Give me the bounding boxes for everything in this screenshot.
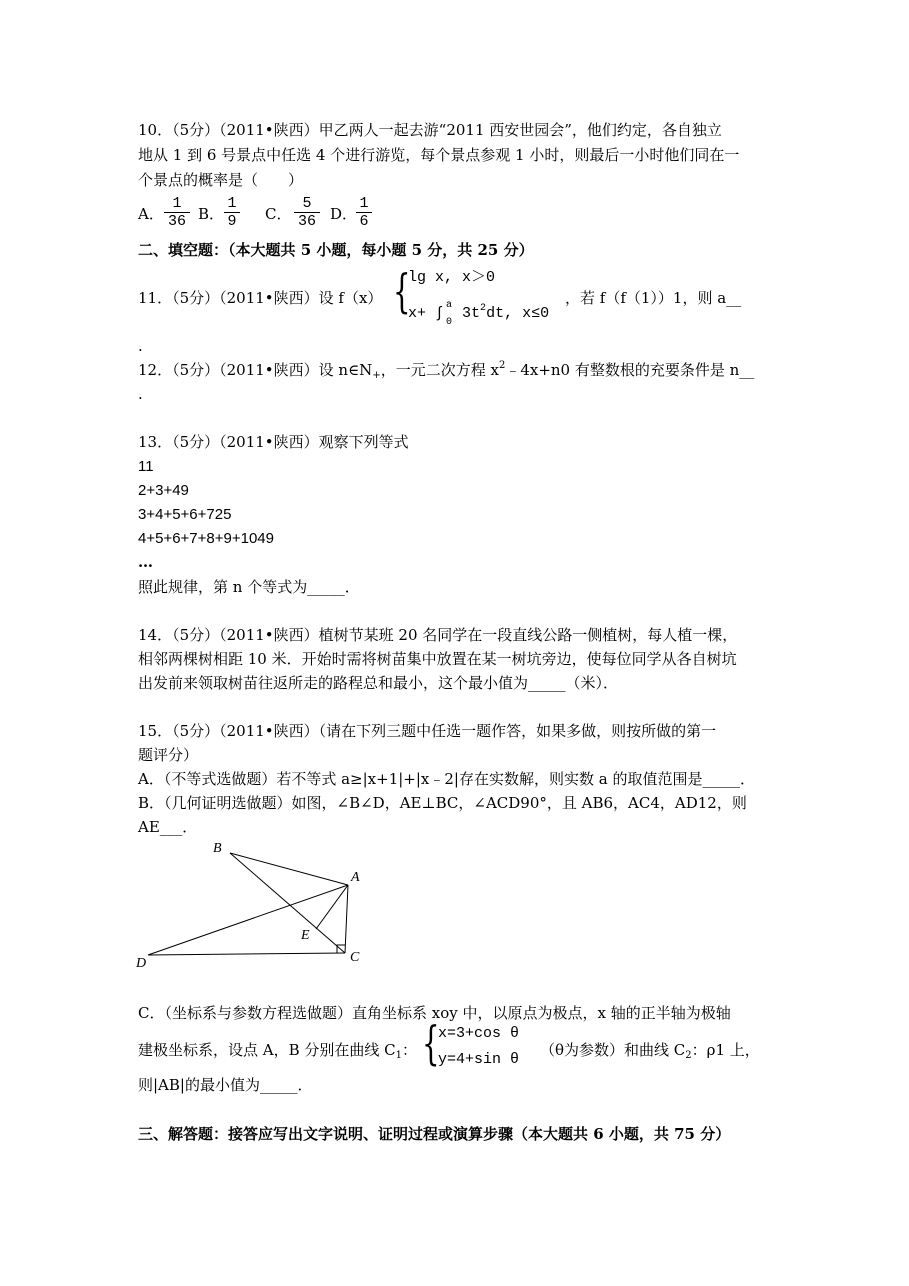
q15-part-c-line3: 则|AB|的最小值为_____． [138,1076,313,1094]
option-a-label: A． [138,205,164,223]
q15-c-case1: x=3+cos θ [438,1025,520,1042]
q11-case2: x+ ∫ a 0 $3t^2dt$, x≤0 [408,300,550,328]
option-d-fraction: 1 6 [356,195,372,230]
label-d: D [136,956,147,971]
q10-line3: 个景点的概率是（ ） [138,171,304,189]
q12-dot: . [138,385,143,403]
q11-brace: { [393,264,411,318]
q11-suffix: ，若 f（f（1））1，则 a__ [565,289,742,307]
q13-last: 照此规律，第 n 个等式为_____． [138,578,360,596]
q14-line3: 出发前来领取树苗往返所走的路程总和最小，这个最小值为_____（米）． [138,674,619,692]
q13-eq4: 4+5+6+7+8+9+1049 [138,530,274,547]
option-c-fraction: 5 36 [294,195,320,230]
q12-line: 12．（5分）（2011•陕西）设 $n\in N_+$，一元二次方程 $x^2﹣4x+n0$ 有整数根的充要条件是 n__ [138,360,755,381]
q13-ellipsis: … [138,553,153,571]
q15-part-b-line2: AE___． [138,818,198,836]
option-d-label: D． [330,205,358,223]
q15-line1: 15．（5分）（2011•陕西）（请在下列三题中任选一题作答，如果多做，则按所做的第一 [138,722,717,740]
q15-c-case2: y=4+sin θ [438,1051,520,1068]
q14-line2: 相邻两棵树相距 10 米．开始时需将树苗集中放置在某一树坑旁边，使每位同学从各自树坑 [138,650,737,668]
label-e: E [301,928,310,943]
q15-part-c-line1: C．（坐标系与参数方程选做题）直角坐标系 xoy 中，以原点为极点，x 轴的正半轴为极轴 [138,1004,731,1022]
segment-ae [316,885,348,929]
q11-prefix: 11．（5分）（2011•陕西）设 f（x） [138,289,383,307]
label-c: C [350,950,360,965]
q14-line1: 14．（5分）（2011•陕西）植树节某班 20 名同学在一段直线公路一侧植树，每人植一棵， [138,626,738,644]
q15-c-brace: { [422,1016,440,1070]
option-b-fraction: 1 9 [224,195,240,230]
label-b: B [213,841,222,856]
q11-case1: lg x, x＞0 [408,269,496,286]
q13-eq1: 11 [138,458,154,475]
segment-ad [148,885,348,955]
option-c-label: C． [265,205,292,223]
option-b-label: B． [198,205,225,223]
q15-part-b-line1: B．（几何证明选做题）如图，∠B∠D，AE⊥BC，∠ACD90°，且 AB6，AC4，AD12，则 [138,794,747,812]
q15-part-a: A．（不等式选做题）若不等式 a≥|x+1|+|x﹣2|存在实数解，则实数 a 的取值范围是_____． [138,770,755,788]
section2-heading: 二、填空题：（本大题共 5 小题，每小题 5 分，共 25 分） [138,241,534,259]
q15-line2: 题评分） [138,746,199,764]
q11-dot: . [138,337,143,355]
geometry-figure [130,835,380,975]
q13-eq2: 2+3+49 [138,482,189,499]
section3-heading: 三、解答题：接答应写出文字说明、证明过程或演算步骤（本大题共 6 小题，共 75 分） [138,1125,731,1143]
segment-dc [148,953,345,955]
q13-eq3: 3+4+5+6+725 [138,506,232,523]
q10-line1: 10．（5分）（2011•陕西）甲乙两人一起去游“2011 西安世园会”，他们约定，各自独立 [138,121,722,139]
q10-line2: 地从 1 到 6 号景点中任选 4 个进行游览，每个景点参观 1 小时，则最后一小时他们同在一 [138,146,740,164]
q13-line1: 13．（5分）（2011•陕西）观察下列等式 [138,433,409,451]
segment-ac [345,885,348,953]
segment-bc [230,853,345,953]
option-a-fraction: 1 36 [164,195,190,230]
label-a: A [351,870,360,885]
